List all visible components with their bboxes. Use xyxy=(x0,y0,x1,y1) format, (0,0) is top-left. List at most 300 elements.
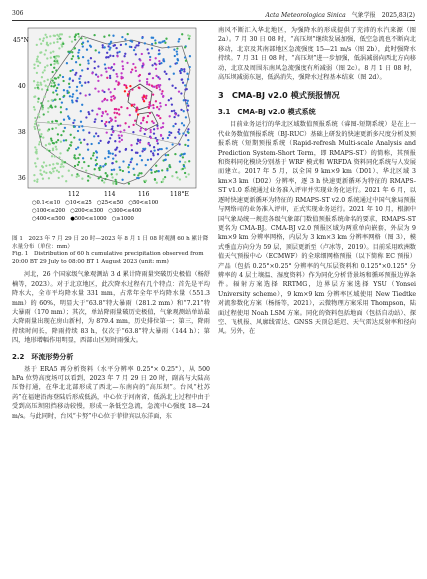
station-dot xyxy=(188,160,190,162)
station-dot xyxy=(37,56,39,58)
station-dot xyxy=(169,115,171,117)
station-dot xyxy=(98,51,100,53)
station-dot xyxy=(114,44,116,46)
station-dot xyxy=(109,77,111,79)
station-dot xyxy=(96,151,98,153)
station-dot xyxy=(90,143,92,145)
station-dot xyxy=(106,99,108,101)
station-dot xyxy=(105,125,107,127)
station-dot xyxy=(61,161,63,163)
station-dot xyxy=(35,165,37,167)
station-dot xyxy=(165,158,167,160)
station-dot xyxy=(151,85,153,87)
station-dot xyxy=(145,180,147,182)
station-dot xyxy=(67,149,69,151)
station-dot xyxy=(174,87,176,89)
station-dot xyxy=(91,109,93,111)
station-dot xyxy=(53,34,55,36)
station-dot xyxy=(95,49,97,51)
station-dot xyxy=(162,41,164,43)
station-dot xyxy=(83,161,85,163)
station-dot xyxy=(112,69,114,71)
station-dot xyxy=(179,154,181,156)
station-dot xyxy=(141,65,143,67)
station-dot xyxy=(153,146,155,148)
station-dot xyxy=(131,149,133,151)
station-dot xyxy=(79,75,81,77)
station-dot xyxy=(108,141,110,143)
station-dot xyxy=(158,170,160,172)
station-dot xyxy=(106,131,108,133)
station-dot xyxy=(54,106,56,108)
station-dot xyxy=(178,128,180,130)
station-dot xyxy=(123,84,125,86)
station-dot xyxy=(49,35,51,37)
station-dot xyxy=(100,166,102,168)
station-dot xyxy=(180,92,182,94)
station-dot xyxy=(128,164,130,166)
station-dot xyxy=(160,105,162,107)
station-dot xyxy=(55,146,57,148)
station-dot xyxy=(146,83,148,85)
station-dot xyxy=(85,169,87,171)
station-dot xyxy=(153,122,155,124)
station-dot xyxy=(72,93,74,95)
station-dot xyxy=(63,95,65,97)
station-dot xyxy=(176,50,178,52)
station-dot xyxy=(139,130,141,132)
issue-info: 2025,83(2) xyxy=(381,12,415,19)
station-dot xyxy=(77,51,79,53)
station-dot xyxy=(128,126,130,128)
station-dot xyxy=(139,141,141,143)
station-dot xyxy=(141,150,143,152)
lat-label: 36 xyxy=(18,175,26,182)
station-dot xyxy=(55,69,57,71)
station-dot xyxy=(73,119,75,121)
station-dot xyxy=(33,180,35,182)
station-dot xyxy=(134,46,136,48)
station-dot xyxy=(35,120,37,122)
station-dot xyxy=(137,140,139,142)
station-dot xyxy=(158,41,160,43)
station-dot xyxy=(53,63,55,65)
station-dot xyxy=(110,96,112,98)
station-dot xyxy=(111,173,113,175)
station-dot xyxy=(116,52,118,54)
station-dot xyxy=(99,108,101,110)
station-dot xyxy=(183,110,185,112)
station-dot xyxy=(140,122,142,124)
station-dot xyxy=(71,96,73,98)
station-dot xyxy=(60,106,62,108)
station-dot xyxy=(162,137,164,139)
station-dot xyxy=(104,157,106,159)
station-dot xyxy=(116,112,118,114)
station-dot xyxy=(106,113,108,115)
station-dot xyxy=(51,128,53,130)
station-dot xyxy=(188,37,190,39)
station-dot xyxy=(69,51,71,53)
station-dot xyxy=(184,161,186,163)
station-dot xyxy=(105,163,107,165)
station-dot xyxy=(111,169,113,171)
station-dot xyxy=(74,125,76,127)
station-dot xyxy=(50,82,52,84)
station-dot xyxy=(170,132,172,134)
station-dot xyxy=(187,128,189,130)
station-dot xyxy=(173,73,175,75)
station-dot xyxy=(140,172,142,174)
station-dot xyxy=(45,85,47,87)
station-dot xyxy=(149,104,151,106)
station-dot xyxy=(37,101,39,103)
station-dot xyxy=(132,168,134,170)
station-dot xyxy=(118,134,120,136)
station-dot xyxy=(37,124,39,126)
station-dot xyxy=(187,139,189,141)
station-dot xyxy=(139,59,141,61)
station-dot xyxy=(81,84,83,86)
station-dot xyxy=(34,87,36,89)
station-dot xyxy=(52,50,54,52)
station-dot xyxy=(78,78,80,80)
station-dot xyxy=(177,131,179,133)
station-dot xyxy=(150,150,152,152)
station-dot xyxy=(108,88,110,90)
station-dot xyxy=(152,77,154,79)
station-dot xyxy=(165,73,167,75)
station-dot xyxy=(87,149,89,151)
station-dot xyxy=(81,104,83,106)
station-dot xyxy=(59,74,61,76)
station-dot xyxy=(70,141,72,143)
station-dot xyxy=(176,53,178,55)
station-dot xyxy=(118,137,120,139)
station-dot xyxy=(105,172,107,174)
station-dot xyxy=(124,38,126,40)
station-dot xyxy=(36,178,38,180)
station-dot xyxy=(105,71,107,73)
running-header xyxy=(12,10,415,20)
station-dot xyxy=(65,180,67,182)
station-dot xyxy=(104,46,106,48)
page-number: 306 xyxy=(12,10,24,17)
station-dot xyxy=(78,175,80,177)
station-dot xyxy=(80,121,82,123)
station-dot xyxy=(39,62,41,64)
station-dot xyxy=(182,156,184,158)
station-dot xyxy=(47,44,49,46)
station-dot xyxy=(132,131,134,133)
station-dot xyxy=(58,171,60,173)
station-dot xyxy=(144,148,146,150)
lon-label: 114 xyxy=(104,191,116,198)
station-dot xyxy=(45,49,47,51)
station-dot xyxy=(112,131,114,133)
station-dot xyxy=(87,62,89,64)
station-dot xyxy=(40,133,42,135)
station-dot xyxy=(41,105,43,107)
station-dot xyxy=(187,78,189,80)
station-dot xyxy=(92,154,94,156)
station-dot xyxy=(156,140,158,142)
station-dot xyxy=(154,42,156,44)
station-dot xyxy=(112,157,114,159)
station-dot xyxy=(51,71,53,73)
station-dot xyxy=(85,116,87,118)
station-dot xyxy=(168,99,170,101)
station-dot xyxy=(57,55,59,57)
station-dot xyxy=(154,171,156,173)
station-dot xyxy=(125,149,127,151)
station-dot xyxy=(185,134,187,136)
station-dot xyxy=(105,121,107,123)
station-dot xyxy=(34,162,36,164)
station-dot xyxy=(129,40,131,42)
station-dot xyxy=(159,78,161,80)
station-dot xyxy=(147,115,149,117)
station-dot xyxy=(62,130,64,132)
station-dot xyxy=(154,62,156,64)
station-dot xyxy=(187,34,189,36)
station-dot xyxy=(181,69,183,71)
station-dot xyxy=(122,160,124,162)
station-dot xyxy=(80,37,82,39)
station-dot xyxy=(54,77,56,79)
station-dot xyxy=(68,86,70,88)
station-dot xyxy=(178,143,180,145)
station-dot xyxy=(141,37,143,39)
station-dot xyxy=(47,79,49,81)
right-column xyxy=(218,26,416,337)
body-paragraph: 目前业务运行的华北区域数值预报系统（睿图-短期系统）是在上一代业务数值预报系统（BJ-RUC）基础上研发的快速更新多尺度分析及预报系统（短期预报系统（Rapid-refresh Multi-scale Analysis and Prediction System-Short Term，即 RMAPS-ST）的简称，其预报和资料同化模块分别基于 WRF 模式和 WRFDA 资料同化系统与人发展而建立。2017 年 5 月，以全国 9 km×9 km（D01）、华北区域 3 km×3 km（D02）分辨率，逐 3 h 快速更新循环为特征的 RMAPS-ST v1.0 系统通过业务准入评审并实现业务化运行。2021 年 6 月，以逐时快速更新循环为特征的 RMAPS-ST v2.0 系统通过中国气象局预报与网络司的业务准入评审，正式实现业务运行。2021 年 10 月，根据中国气象局统一规范各级气象部门数值预报系统命名的要求，RMAPS-ST 更名为 CMA-BJ。CMA-BJ v2.0 预报区域为两重单向嵌套，外层为 9 km×9 km 分辨率网格，内层为 3 km×3 km 分辨率网格（图 3），模式垂直方向分为 59 层，顶层更新至（卢冰等，2019）。目前采用欧洲数值天气预报中心（ECMWF）的全球细网格预报（以下简称 EC 预报）产品（包括 0.25°×0.25° 分辨率的气压层资料和 0.125°×0.125° 分辨率的 4 层土壤温、湿度资料）作为同化分析背景场和循环预报边界条件。辐射方案选择 RRTMG，边界层方案选择 YSU（Yonsei University scheme），9 km×9 km 分辨率区域使用 New Tiedtke 对流参数化方案（杨扬等，2021），云微物理方案采用 Thompson，陆面过程使用 Noah LSM 方案。同化的资料包括地面（包括自动站）、探空、飞机报、风廓线雷达、GNSS 天顶总延迟、天气雷达反射率和径向风。另外，在 xyxy=(218,121,416,336)
station-dot xyxy=(42,178,44,180)
station-dot xyxy=(111,119,113,121)
station-dot xyxy=(87,60,89,62)
station-dot xyxy=(143,96,145,98)
station-dot xyxy=(76,86,78,88)
station-dot xyxy=(61,163,63,165)
station-dot xyxy=(136,163,138,165)
station-dot xyxy=(126,107,128,109)
station-dot xyxy=(107,56,109,58)
station-dot xyxy=(79,82,81,84)
station-dot xyxy=(129,85,131,87)
station-dot xyxy=(184,84,186,86)
station-dot xyxy=(104,178,106,180)
station-dot xyxy=(161,93,163,95)
station-dot xyxy=(135,70,137,72)
station-dot xyxy=(180,72,182,74)
station-dot xyxy=(145,95,147,97)
body-paragraph: 南风不断汇入华北地区，为强降水的形成提供了充沛的水汽来源（图 2a）。7 月 30 日 08 时，“高压坝”继续发展加强，低空急流也不断向北移动，北京及其南部地区急流强度 15—21 m/s（图 2b），此时强降水持续。7 月 31 日 08 时，“高压坝”进一步加强，低涡减弱向西北方向移动，北京及周围东南风急流强度有所减弱（图 2c）。8 月 1 日 08 时，高压坝减弱东退，低涡消失，强降水过程基本结束（图 2d）。 xyxy=(218,27,416,82)
lat-label: 38 xyxy=(18,129,26,136)
station-dot xyxy=(122,68,124,70)
station-dot xyxy=(79,92,81,94)
station-dot xyxy=(130,158,132,160)
station-dot xyxy=(138,87,140,89)
station-dot xyxy=(150,131,152,133)
station-dot xyxy=(94,121,96,123)
station-dot xyxy=(89,176,91,178)
station-dot xyxy=(106,175,108,177)
station-dot xyxy=(152,37,154,39)
station-dot xyxy=(103,36,105,38)
station-dot xyxy=(55,120,57,122)
station-dot xyxy=(52,170,54,172)
station-dot xyxy=(37,113,39,115)
station-dot xyxy=(82,56,84,58)
station-dot xyxy=(113,63,115,65)
station-dot xyxy=(43,37,45,39)
station-dot xyxy=(102,44,104,46)
station-dot xyxy=(65,139,67,141)
station-dot xyxy=(111,176,113,178)
station-dot xyxy=(113,112,115,114)
station-dot xyxy=(111,66,113,68)
station-dot xyxy=(101,115,103,117)
station-dot xyxy=(157,127,159,129)
station-dot xyxy=(167,154,169,156)
station-dot xyxy=(68,83,70,85)
station-dot xyxy=(45,172,47,174)
body-paragraph: 基于 ERA5 再分析资料（水平分辨率 0.25°× 0.25°），从 500 hPa 位势高度场可以看到，2023 年 7 月 29 日 20 时，副高与大陆高压脊打通，在华北北部形成了西北—东南向的“高压坝”。台风“杜苏芮”在福建沿海登陆后形成低涡，中心位于河南省，低涡北上过程中由于受到高压坝阻挡移动较慢，形成一条低空急流，急流中心强度 18—24 m/s。与此同时，台风“卡努”中心位于菲律宾以东洋面，东 xyxy=(12,365,210,420)
station-dot xyxy=(57,62,59,64)
station-dot xyxy=(65,108,67,110)
station-dot xyxy=(54,98,56,100)
figure-1 xyxy=(12,26,210,234)
station-dot xyxy=(149,59,151,61)
station-dot xyxy=(71,58,73,60)
station-dot xyxy=(188,173,190,175)
station-dot xyxy=(80,110,82,112)
station-dot xyxy=(94,118,96,120)
station-dot xyxy=(60,141,62,143)
station-dot xyxy=(56,41,58,43)
station-dot xyxy=(62,80,64,82)
station-dot xyxy=(45,144,47,146)
station-dot xyxy=(118,108,120,110)
station-dot xyxy=(79,64,81,66)
station-dot xyxy=(69,36,71,38)
station-dot xyxy=(161,148,163,150)
station-dot xyxy=(53,56,55,58)
station-dot xyxy=(96,156,98,158)
station-dot xyxy=(52,163,54,165)
station-dot xyxy=(87,179,89,181)
station-dot xyxy=(163,60,165,62)
station-dot xyxy=(173,49,175,51)
station-dot xyxy=(130,144,132,146)
station-dot xyxy=(181,33,183,35)
station-dot xyxy=(37,81,39,83)
station-dot xyxy=(139,74,141,76)
station-dot xyxy=(64,127,66,129)
station-dot xyxy=(40,102,42,104)
station-dot xyxy=(74,154,76,156)
station-dot xyxy=(53,67,55,69)
station-dot xyxy=(150,158,152,160)
station-dot xyxy=(83,139,85,141)
station-dot xyxy=(183,70,185,72)
station-dot xyxy=(91,72,93,74)
station-dot xyxy=(173,110,175,112)
station-dot xyxy=(139,155,141,157)
station-dot xyxy=(61,101,63,103)
station-dot xyxy=(154,179,156,181)
station-dot xyxy=(72,122,74,124)
station-dot xyxy=(120,106,122,108)
station-dot xyxy=(56,87,58,89)
station-dot xyxy=(184,144,186,146)
station-dot xyxy=(87,40,89,42)
station-dot xyxy=(117,81,119,83)
station-dot xyxy=(34,117,36,119)
station-dot xyxy=(85,94,87,96)
station-dot xyxy=(179,178,181,180)
station-dot xyxy=(40,43,42,45)
station-dot xyxy=(76,89,78,91)
station-dot xyxy=(135,152,137,154)
station-dot xyxy=(76,176,78,178)
station-dot xyxy=(50,85,52,87)
station-dot xyxy=(39,173,41,175)
station-dot xyxy=(121,36,123,38)
station-dot xyxy=(68,170,70,172)
station-dot xyxy=(147,143,149,145)
station-dot xyxy=(71,40,73,42)
station-dot xyxy=(78,49,80,51)
journal-name-cn: 气象学报 xyxy=(351,12,376,19)
station-dot xyxy=(44,34,46,36)
station-dot xyxy=(42,136,44,138)
station-dot xyxy=(35,149,37,151)
subsection-heading: 3.1 CMA-BJ v2.0 模式系统 xyxy=(218,108,316,117)
station-dot xyxy=(157,149,159,151)
station-dot xyxy=(96,113,98,115)
station-dot xyxy=(87,165,89,167)
station-dot xyxy=(182,153,184,155)
station-dot xyxy=(82,129,84,131)
section-heading: 3 CMA-BJ v2.0 模式预报情况 xyxy=(218,90,340,101)
station-dot xyxy=(182,168,184,170)
station-dot xyxy=(43,113,45,115)
station-dot xyxy=(136,177,138,179)
station-dot xyxy=(77,33,79,35)
station-dot xyxy=(114,149,116,151)
station-dot xyxy=(71,174,73,176)
station-dot xyxy=(109,75,111,77)
station-dot xyxy=(180,109,182,111)
station-dot xyxy=(97,65,99,67)
station-dot xyxy=(77,157,79,159)
station-dot xyxy=(56,162,58,164)
station-dot xyxy=(55,141,57,143)
station-dot xyxy=(155,57,157,59)
station-dot xyxy=(174,123,176,125)
station-dot xyxy=(171,103,173,105)
station-dot xyxy=(102,165,104,167)
station-dot xyxy=(112,55,114,57)
station-dot xyxy=(114,120,116,122)
station-dot xyxy=(116,173,118,175)
station-dot xyxy=(50,57,52,59)
station-dot xyxy=(34,128,36,130)
station-dot xyxy=(94,67,96,69)
station-dot xyxy=(150,137,152,139)
station-dot xyxy=(150,169,152,171)
